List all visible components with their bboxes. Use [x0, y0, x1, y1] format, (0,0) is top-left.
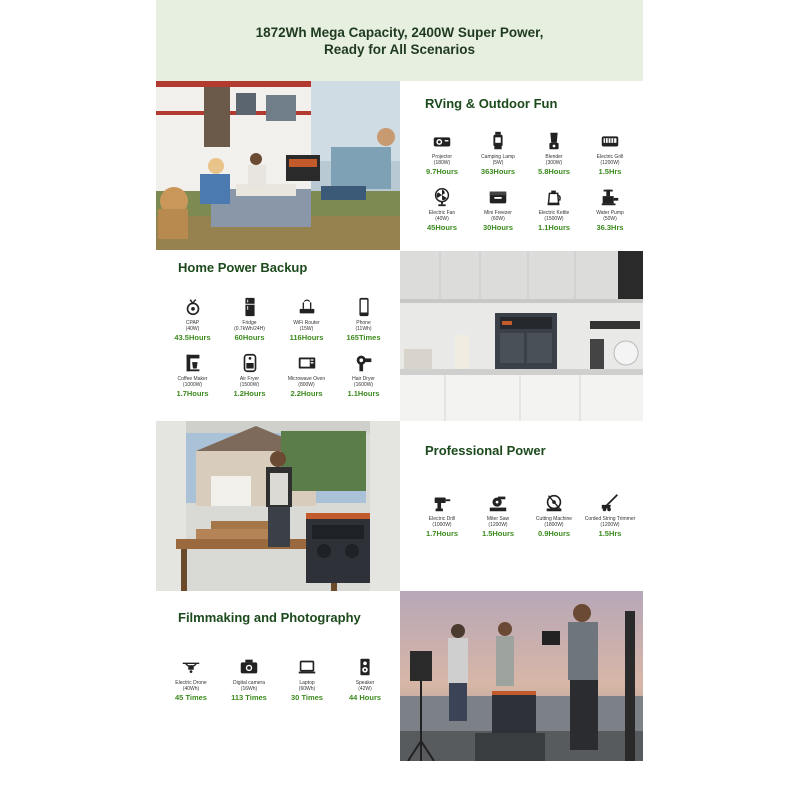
item-power: (42W) — [358, 686, 372, 692]
item-runtime: 5.8Hours — [537, 167, 571, 176]
item-power: (0.7kWh/24H) — [234, 326, 265, 332]
item-name: CPAP — [185, 320, 200, 326]
item-name: Cutting Machine — [535, 516, 573, 522]
fan-icon — [431, 186, 453, 208]
item-runtime: 116Hours — [289, 333, 324, 342]
item-name: Speaker — [355, 680, 375, 686]
item-power: (50W) — [603, 216, 617, 222]
drone-icon — [180, 656, 202, 678]
film-item-laptop — [278, 656, 336, 702]
pro-item-miter-saw — [470, 492, 526, 538]
item-runtime: 1.1Hours — [537, 223, 571, 232]
coffee-maker-icon — [182, 352, 204, 374]
camera-icon — [238, 656, 260, 678]
item-name: Fridge — [242, 320, 257, 326]
item-power: (1600W) — [353, 382, 374, 388]
item-runtime: 36.3Hrs — [596, 223, 624, 232]
product-page — [156, 0, 643, 800]
rv-item-fan — [414, 186, 470, 232]
home-item-router — [278, 296, 335, 342]
item-power: (60Wh) — [298, 686, 316, 692]
item-power: (1200W) — [600, 160, 620, 166]
item-runtime: 45Hours — [426, 223, 457, 232]
item-runtime: 1.2Hours — [233, 389, 266, 398]
item-power: (11Wh) — [355, 326, 372, 332]
item-power: (16Wh) — [240, 686, 258, 692]
item-power: (40W) — [185, 326, 200, 332]
film-item-speaker — [336, 656, 394, 702]
item-name: Corded String Trimmer — [584, 516, 636, 522]
air-fryer-icon — [239, 352, 261, 374]
item-name: Water Pump — [596, 210, 624, 216]
rv-item-pump — [582, 186, 638, 232]
item-name: Microwave Oven — [287, 376, 326, 382]
item-name: Electric Drill — [428, 516, 456, 522]
item-runtime: 1.7Hours — [176, 389, 209, 398]
rv-scene-photo — [156, 81, 400, 250]
film-section-title: Filmmaking and Photography — [178, 610, 361, 625]
phone-icon — [353, 296, 375, 318]
item-power: (1200W) — [600, 522, 620, 528]
rv-item-projector — [414, 130, 470, 176]
item-power: (1200W) — [488, 522, 508, 528]
item-name: Digital camera — [233, 680, 265, 686]
rv-item-blender — [526, 130, 582, 176]
film-item-camera — [220, 656, 278, 702]
item-runtime: 113 Times — [231, 693, 267, 702]
grill-icon — [599, 130, 621, 152]
cutting-machine-icon — [543, 492, 565, 514]
item-power: (1800W) — [544, 522, 564, 528]
item-runtime: 1.5Hours — [481, 529, 515, 538]
item-power: (1000W) — [182, 382, 203, 388]
rv-section-title: RVing & Outdoor Fun — [425, 96, 558, 111]
home-item-hair-dryer — [335, 352, 392, 398]
pro-item-trimmer — [582, 492, 638, 538]
home-item-phone — [335, 296, 392, 342]
item-runtime: 1.1Hours — [347, 389, 380, 398]
item-power: (300W) — [545, 160, 563, 166]
pro-section-title: Professional Power — [425, 443, 546, 458]
fridge-icon — [239, 296, 261, 318]
item-power: (5W) — [492, 160, 504, 166]
hair-dryer-icon — [353, 352, 375, 374]
item-runtime: 1.5Hrs — [598, 529, 622, 538]
home-item-microwave — [278, 352, 335, 398]
item-name: Air Fryer — [239, 376, 260, 382]
header-banner — [156, 0, 643, 81]
home-item-cpap — [164, 296, 221, 342]
item-runtime: 60Hours — [234, 333, 265, 342]
item-power: (1500W) — [239, 382, 260, 388]
item-name: Projector — [431, 154, 452, 160]
home-item-fridge — [221, 296, 278, 342]
trimmer-icon — [599, 492, 621, 514]
freezer-icon — [487, 186, 509, 208]
item-name: Phone — [356, 320, 371, 326]
item-name: Laptop — [299, 680, 315, 686]
item-name: Blender — [545, 154, 563, 160]
item-power: (60W) — [491, 216, 505, 222]
kitchen-scene-photo — [400, 251, 643, 421]
item-runtime: 165Times — [346, 333, 381, 342]
item-power: (40Wh) — [182, 686, 200, 692]
film-item-drone — [162, 656, 220, 702]
rv-item-lamp — [470, 130, 526, 176]
pro-grid — [414, 492, 638, 538]
projector-icon — [431, 130, 453, 152]
item-power: (15W) — [299, 326, 314, 332]
rv-item-kettle — [526, 186, 582, 232]
item-name: Coffee Maker — [177, 376, 208, 382]
home-section-title: Home Power Backup — [178, 260, 308, 275]
item-name: Electric Grill — [596, 154, 624, 160]
item-runtime: 363Hours — [480, 167, 516, 176]
item-power: (800W) — [298, 382, 315, 388]
home-grid — [164, 296, 394, 398]
item-runtime: 2.2Hours — [290, 389, 323, 398]
laptop-icon — [296, 656, 318, 678]
item-power: (1000W) — [432, 522, 452, 528]
item-name: Camping Lamp — [481, 154, 515, 160]
item-power: (180W) — [433, 160, 451, 166]
item-name: Electric Drone — [175, 680, 207, 686]
rv-item-grill — [582, 130, 638, 176]
item-power: (40W) — [435, 216, 449, 222]
rv-grid — [414, 130, 638, 232]
item-power: (1500W) — [544, 216, 564, 222]
speaker-icon — [354, 656, 376, 678]
pump-icon — [599, 186, 621, 208]
film-grid — [162, 656, 394, 702]
item-runtime: 0.9Hours — [537, 529, 571, 538]
cpap-icon — [182, 296, 204, 318]
item-name: WiFi Router — [293, 320, 320, 326]
item-name: Electric Kettle — [538, 210, 570, 216]
workshop-scene-photo — [156, 421, 400, 591]
pro-item-drill — [414, 492, 470, 538]
item-runtime: 43.5Hours — [174, 333, 211, 342]
blender-icon — [543, 130, 565, 152]
item-runtime: 44 Hours — [348, 693, 382, 702]
rv-item-freezer — [470, 186, 526, 232]
item-runtime: 1.5Hrs — [598, 167, 622, 176]
item-name: Electric Fan — [428, 210, 456, 216]
item-name: Miter Saw — [486, 516, 510, 522]
item-runtime: 30Hours — [482, 223, 513, 232]
home-item-air-fryer — [221, 352, 278, 398]
item-name: Hair Dryer — [352, 376, 375, 382]
item-name: Mini Freezer — [484, 210, 512, 216]
kettle-icon — [543, 186, 565, 208]
home-item-coffee-maker — [164, 352, 221, 398]
item-runtime: 45 Times — [175, 693, 207, 702]
page-title: 1872Wh Mega Capacity, 2400W Super Power, Ready for All Scenarios — [255, 24, 544, 57]
item-runtime: 9.7Hours — [425, 167, 459, 176]
filmmaking-scene-photo — [400, 591, 643, 761]
drill-icon — [431, 492, 453, 514]
item-runtime: 1.7Hours — [425, 529, 459, 538]
microwave-icon — [296, 352, 318, 374]
lamp-icon — [487, 130, 509, 152]
item-runtime: 30 Times — [291, 693, 323, 702]
router-icon — [296, 296, 318, 318]
pro-item-cutting-machine — [526, 492, 582, 538]
miter-saw-icon — [487, 492, 509, 514]
